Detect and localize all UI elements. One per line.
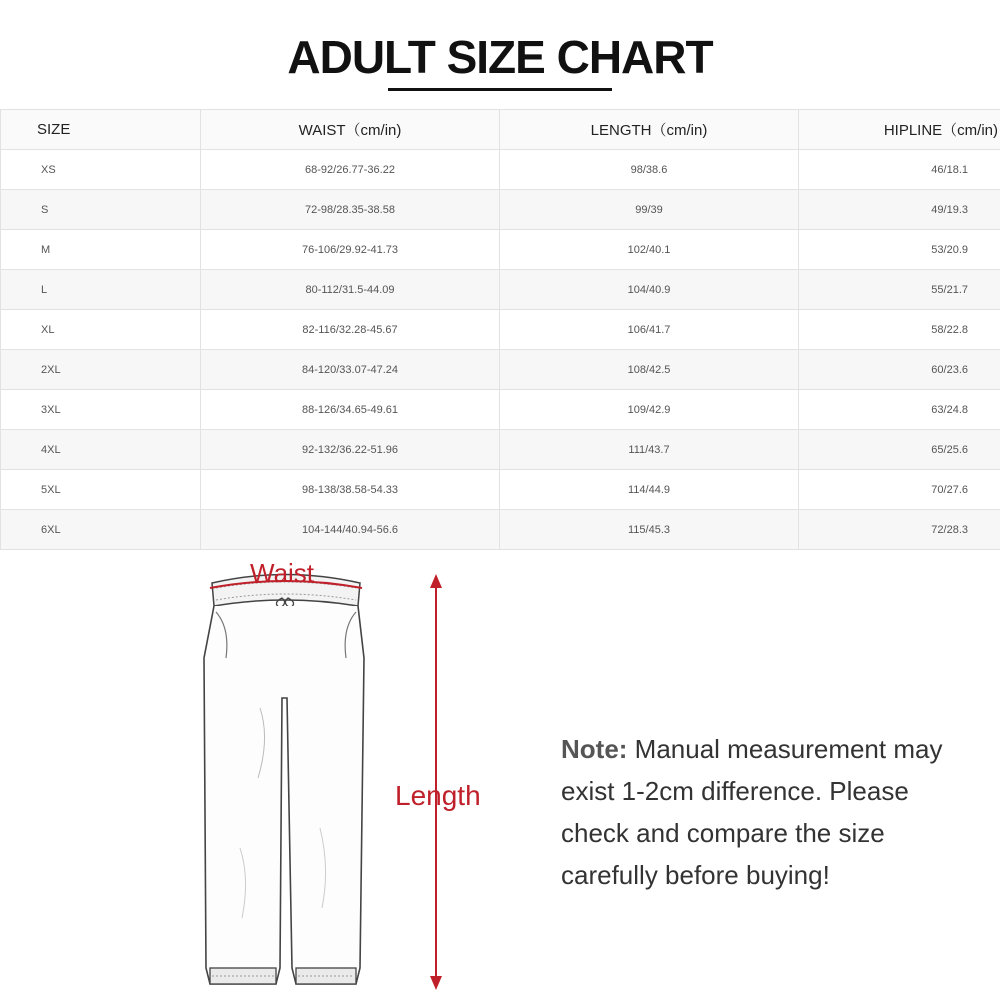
cell-hipline: 65/25.6 — [799, 430, 1000, 470]
note-label: Note: — [561, 734, 628, 764]
table-row — [1, 510, 1000, 550]
cell-hipline: 46/18.1 — [799, 150, 1000, 190]
page-title: ADULT SIZE CHART — [287, 31, 713, 83]
header-length: LENGTH（cm/in) — [500, 110, 799, 150]
cell-hipline: 72/28.3 — [799, 510, 1000, 550]
cell-size: L — [1, 270, 201, 310]
cell-length: 106/41.7 — [500, 310, 799, 350]
table-row — [1, 390, 1000, 430]
cell-waist: 82-116/32.28-45.67 — [201, 310, 500, 350]
cell-waist: 68-92/26.77-36.22 — [201, 150, 500, 190]
header-size: SIZE — [1, 110, 201, 150]
cell-length: 114/44.9 — [500, 470, 799, 510]
table-row — [1, 430, 1000, 470]
cell-hipline: 49/19.3 — [799, 190, 1000, 230]
cell-length: 99/39 — [500, 190, 799, 230]
cell-waist: 98-138/38.58-54.33 — [201, 470, 500, 510]
cell-waist: 104-144/40.94-56.6 — [201, 510, 500, 550]
cell-length: 104/40.9 — [500, 270, 799, 310]
cell-hipline: 58/22.8 — [799, 310, 1000, 350]
cell-waist: 80-112/31.5-44.09 — [201, 270, 500, 310]
cell-length: 109/42.9 — [500, 390, 799, 430]
cell-hipline: 60/23.6 — [799, 350, 1000, 390]
cell-waist: 92-132/36.22-51.96 — [201, 430, 500, 470]
table-row — [1, 310, 1000, 350]
waist-label: Waist — [250, 558, 315, 588]
table-header-row — [1, 110, 1000, 150]
cell-size: 4XL — [1, 430, 201, 470]
cell-hipline: 55/21.7 — [799, 270, 1000, 310]
cell-size: XS — [1, 150, 201, 190]
cell-size: S — [1, 190, 201, 230]
cell-size: 2XL — [1, 350, 201, 390]
cell-waist: 76-106/29.92-41.73 — [201, 230, 500, 270]
cell-size: 3XL — [1, 390, 201, 430]
cell-hipline: 53/20.9 — [799, 230, 1000, 270]
cell-waist: 84-120/33.07-47.24 — [201, 350, 500, 390]
note-text: Manual measurement may exist 1-2cm difference. Please check and compare the size carefully before buying! — [561, 734, 943, 890]
cell-size: XL — [1, 310, 201, 350]
header-waist: WAIST（cm/in) — [201, 110, 500, 150]
cell-size: 6XL — [1, 510, 201, 550]
table-row — [1, 350, 1000, 390]
cell-size: 5XL — [1, 470, 201, 510]
header-hipline: HIPLINE（cm/in) — [799, 110, 1000, 150]
cell-length: 98/38.6 — [500, 150, 799, 190]
table-row — [1, 150, 1000, 190]
length-label: Length — [395, 780, 481, 811]
table-row — [1, 470, 1000, 510]
pants-diagram — [150, 548, 510, 998]
cell-length: 102/40.1 — [500, 230, 799, 270]
table-row — [1, 190, 1000, 230]
cell-waist: 88-126/34.65-49.61 — [201, 390, 500, 430]
pants-illustration — [150, 548, 510, 998]
cell-length: 115/45.3 — [500, 510, 799, 550]
cell-hipline: 63/24.8 — [799, 390, 1000, 430]
title-underline — [388, 88, 612, 91]
cell-length: 108/42.5 — [500, 350, 799, 390]
cell-length: 111/43.7 — [500, 430, 799, 470]
size-chart-table — [0, 109, 1000, 550]
measurement-note — [561, 728, 981, 896]
cell-size: M — [1, 230, 201, 270]
table-row — [1, 230, 1000, 270]
table-row — [1, 270, 1000, 310]
cell-waist: 72-98/28.35-38.58 — [201, 190, 500, 230]
cell-hipline: 70/27.6 — [799, 470, 1000, 510]
